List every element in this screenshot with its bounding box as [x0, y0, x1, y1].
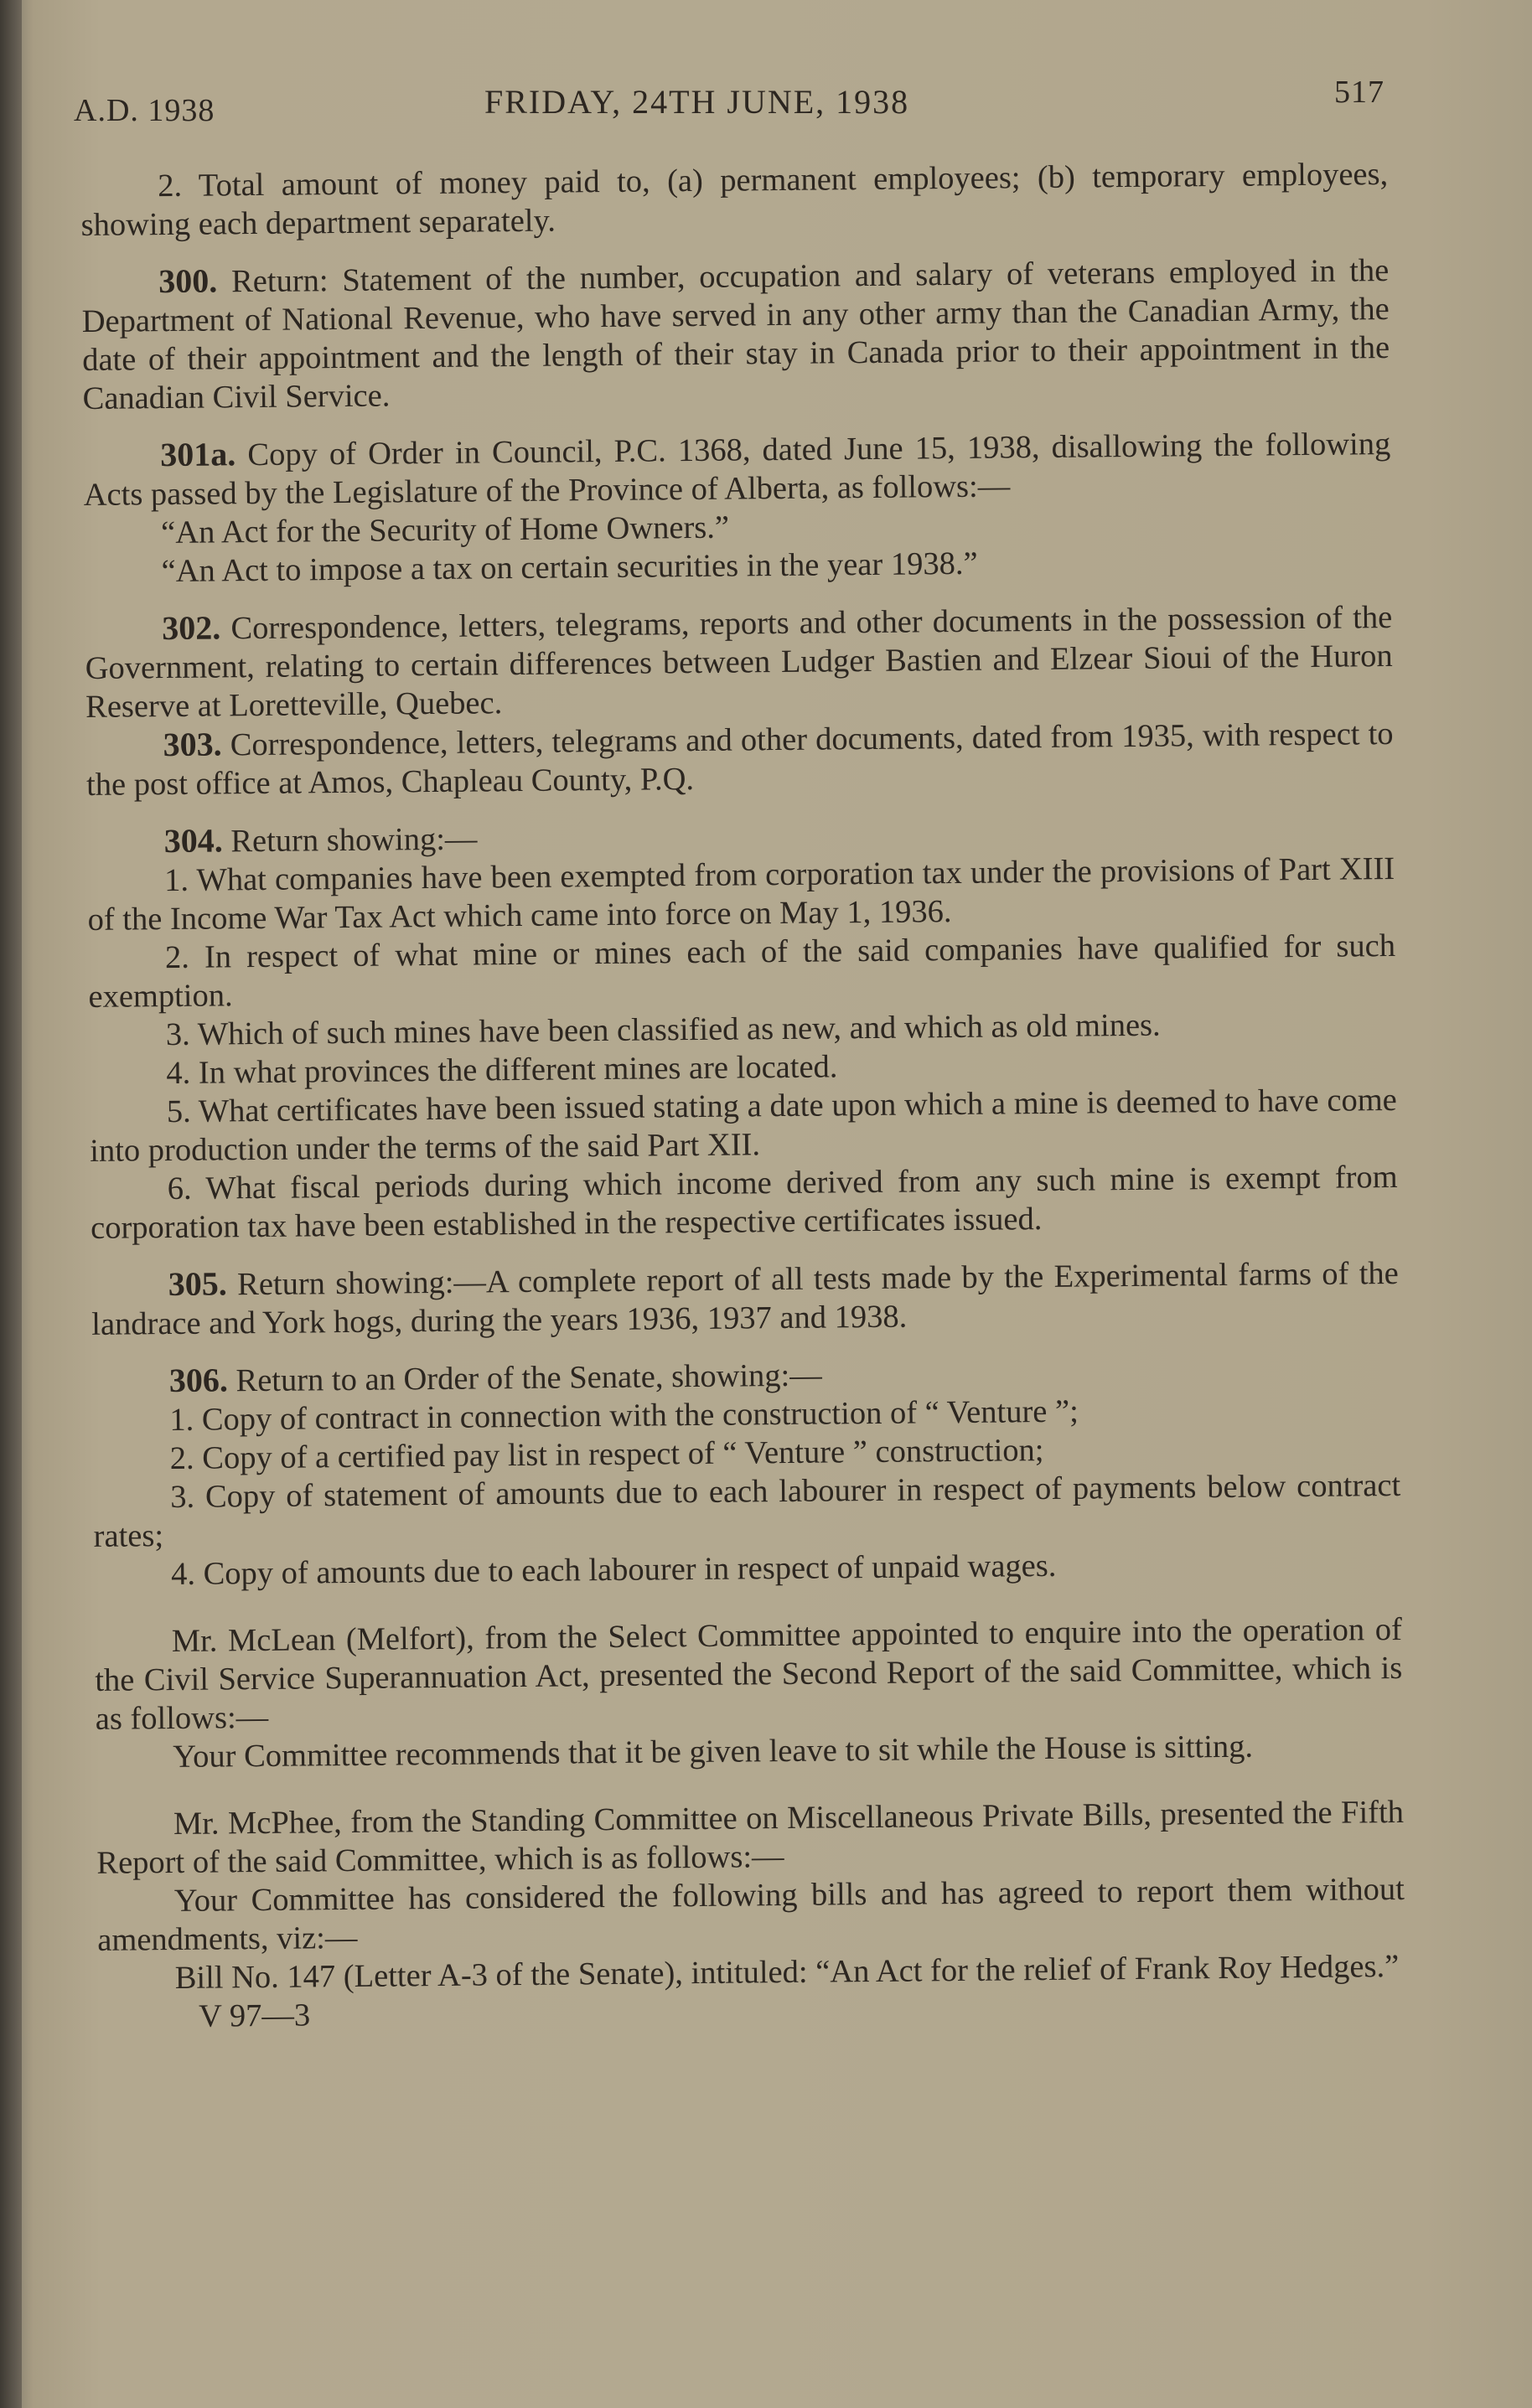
- mclean-recommendation: Your Committee recommends that it be given leave to sit while the House is sitting.: [173, 1728, 1254, 1775]
- list-item: 4. In what provinces the different mines are located.: [166, 1049, 838, 1092]
- list-item: 5. What certificates have been issued stating a date upon which a mine is deemed to have come into production under the terms of the said Part XII.: [90, 1082, 1397, 1169]
- mclean-report: Mr. McLean (Melfort), from the Select Committee appointed to enquire into the operation of the Civil Service Superannuation Act, presented the Second Report of the said Committee, which is as follows:—: [95, 1611, 1403, 1737]
- item-text: Return: Statement of the number, occupation and salary of veterans employed in the Department of National Revenue, who have served in any other army than the Canadian Army, the date of their appointment and the length of their stay in Canada prior to their appointment in the Canadian Civil Service.: [81, 253, 1390, 416]
- item-text: Correspondence, letters, telegrams, reports and other documents in the possession of the Government, relating to certain differences between Ludger Bastien and Elzear Sioui of the Huron Reserve at Loretteville, Quebec.: [85, 600, 1393, 725]
- list-item: 6. What fiscal periods during which income derived from any such mine is exempt from corporation tax have been established in the respective certificates issued.: [90, 1159, 1398, 1246]
- item-300: [81, 251, 1390, 418]
- paragraph-2-total: 2. Total amount of money paid to, (a) permanent employees; (b) temporary employees, showing each department separately.: [80, 157, 1389, 243]
- list-item: 3. Copy of statement of amounts due to each labourer in respect of payments below contract rates;: [93, 1467, 1401, 1554]
- list-item: 1. Copy of contract in connection with the construction of “ Venture ”;: [169, 1393, 1079, 1439]
- item-303: [85, 714, 1394, 804]
- list-item: 4. Copy of amounts due to each labourer in respect of unpaid wages.: [170, 1548, 1057, 1593]
- quoted-act: “An Act to impose a tax on certain securities in the year 1938.”: [161, 545, 978, 590]
- bill-147: Bill No. 147 (Letter A-3 of the Senate), intituled: “An Act for the relief of Frank Roy Hedges.”: [174, 1948, 1400, 1997]
- signature-mark: V 97—3: [198, 1997, 311, 2034]
- item-number: 305.: [168, 1264, 228, 1304]
- page-header: [74, 75, 1384, 131]
- mcphee-recommendation: Your Committee has considered the following bills and has agreed to report them without amendments, viz:—: [97, 1871, 1405, 1958]
- item-text: Copy of Order in Council, P.C. 1368, dated June 15, 1938, disallowing the following Acts passed by the Legislature of the Province of Alberta, as follows:—: [83, 426, 1391, 513]
- item-302: [85, 597, 1393, 726]
- list-item: 3. Which of such mines have been classified as new, and which as old mines.: [165, 1007, 1161, 1053]
- item-305: [91, 1253, 1400, 1344]
- item-number: 304.: [163, 821, 223, 860]
- item-text: Return showing:—: [230, 821, 478, 860]
- list-item: 1. What companies have been exempted from corporation tax under the provisions of Part XIII of the Income War Tax Act which came into force on May 1, 1936.: [87, 850, 1395, 938]
- quoted-act: “An Act for the Security of Home Owners.”: [160, 509, 730, 551]
- item-number: 300.: [158, 261, 218, 301]
- item-number: 306.: [168, 1361, 229, 1400]
- item-number: 301a.: [160, 435, 236, 474]
- page-body: [80, 155, 1405, 2037]
- item-number: 302.: [162, 608, 221, 648]
- item-text: Return to an Order of the Senate, showing:—: [235, 1357, 822, 1399]
- item-301a: [83, 424, 1391, 514]
- header-date: FRIDAY, 24TH JUNE, 1938: [484, 83, 910, 121]
- page-number: 517: [1334, 75, 1384, 110]
- item-text: Return showing:—A complete report of all tests made by the Experimental farms of the landrace and York hogs, during the years 1936, 1937 and 1938.: [91, 1255, 1399, 1342]
- book-spine: [0, 0, 22, 2408]
- list-item: 2. In respect of what mine or mines each of the said companies have qualified for such exemption.: [88, 928, 1396, 1015]
- header-year: A.D. 1938: [74, 93, 215, 128]
- item-text: Correspondence, letters, telegrams and other documents, dated from 1935, with respect to the post office at Amos, Chapleau County, P.Q.: [85, 716, 1394, 803]
- item-number: 303.: [163, 725, 222, 764]
- list-item: 2. Copy of a certified pay list in respect of “ Venture ” construction;: [169, 1433, 1044, 1477]
- mcphee-report: Mr. McPhee, from the Standing Committee on Miscellaneous Private Bills, presented the Fifth Report of the said Committee, which is as follows:—: [96, 1794, 1405, 1881]
